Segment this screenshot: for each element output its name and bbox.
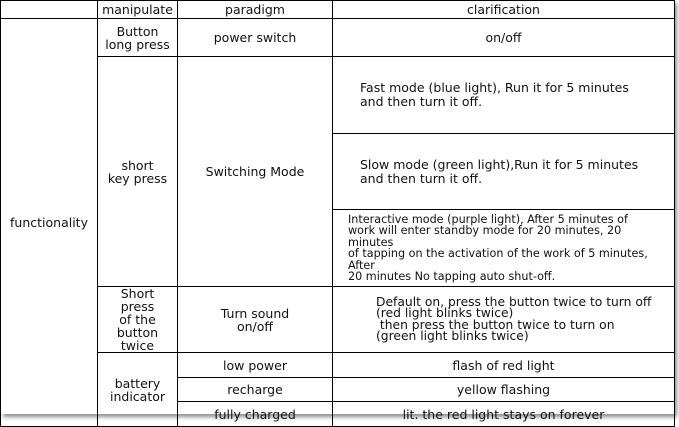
header-clarification: clarification	[333, 1, 675, 19]
short-press-fast-row	[1, 57, 675, 134]
long-press-manipulate-line1: Button	[116, 23, 159, 39]
battery-full-clarification: lit. the red light stays on forever	[333, 402, 675, 427]
header-manipulate: manipulate	[98, 1, 178, 19]
fast-mode-line2: and then turn it off.	[360, 94, 483, 109]
header-paradigm: paradigm	[178, 1, 333, 19]
sound-paradigm	[178, 287, 333, 353]
short-press-twice-line1: Short press	[120, 286, 155, 314]
header-row	[1, 1, 675, 19]
interactive-mode-clarification	[333, 210, 675, 287]
interactive-mode-line1: Interactive mode (purple light), After 5 minutes of	[348, 212, 628, 226]
battery-manipulate-line2: indicator	[109, 388, 166, 404]
long-press-paradigm: power switch	[178, 19, 333, 57]
short-press-manipulate-line1: short	[121, 157, 154, 173]
battery-low-row	[1, 353, 675, 378]
sound-clarification-line4: (green light blinks twice)	[376, 329, 529, 343]
interactive-mode-line4: 20 minutes No tapping auto shut-off.	[348, 270, 556, 283]
short-press-twice-line2: of the	[119, 312, 156, 327]
long-press-manipulate	[98, 19, 178, 57]
battery-recharge-paradigm: recharge	[178, 378, 333, 402]
sound-clarification-line3: then press the button twice to turn on	[376, 317, 615, 332]
long-press-manipulate-line2: long press	[105, 36, 170, 52]
battery-full-paradigm: fully charged	[178, 402, 333, 427]
long-press-clarification: on/off	[333, 19, 675, 57]
fast-mode-clarification	[333, 57, 675, 134]
category-cell: functionality	[1, 19, 98, 427]
short-press-twice-line3: button twice	[116, 325, 159, 353]
sound-paradigm-line2: on/off	[236, 318, 274, 334]
fast-mode-line1: Fast mode (blue light), Run it for 5 minutes	[360, 80, 629, 95]
sound-clarification-line1: Default on, press the button twice to turn off	[376, 294, 652, 309]
header-blank-cell	[1, 1, 98, 19]
slow-mode-line2: and then turn it off.	[360, 170, 483, 186]
sound-clarification	[333, 287, 675, 353]
slow-mode-clarification	[333, 134, 675, 210]
long-press-row	[1, 19, 675, 57]
short-press-twice-manipulate	[98, 287, 178, 353]
interactive-mode-line2: work will enter standby mode for 20 minutes, 20 minutes	[348, 224, 622, 249]
short-press-manipulate-line2: key press	[107, 170, 168, 186]
sound-paradigm-line1: Turn sound	[220, 305, 290, 321]
battery-manipulate	[98, 353, 178, 427]
short-press-paradigm: Switching Mode	[178, 57, 333, 287]
battery-low-paradigm: low power	[178, 353, 333, 378]
short-press-twice-row	[1, 287, 675, 353]
battery-manipulate-line1: battery	[114, 375, 161, 391]
interactive-mode-line3: of tapping on the activation of the work of 5 minutes, After	[348, 247, 648, 272]
slow-mode-line1: Slow mode (green light),Run it for 5 minutes	[360, 156, 639, 172]
short-press-manipulate	[98, 57, 178, 287]
battery-low-clarification: flash of red light	[333, 353, 675, 378]
sound-clarification-line2: (red light blinks twice)	[376, 306, 514, 320]
battery-recharge-clarification: yellow flashing	[333, 378, 675, 402]
